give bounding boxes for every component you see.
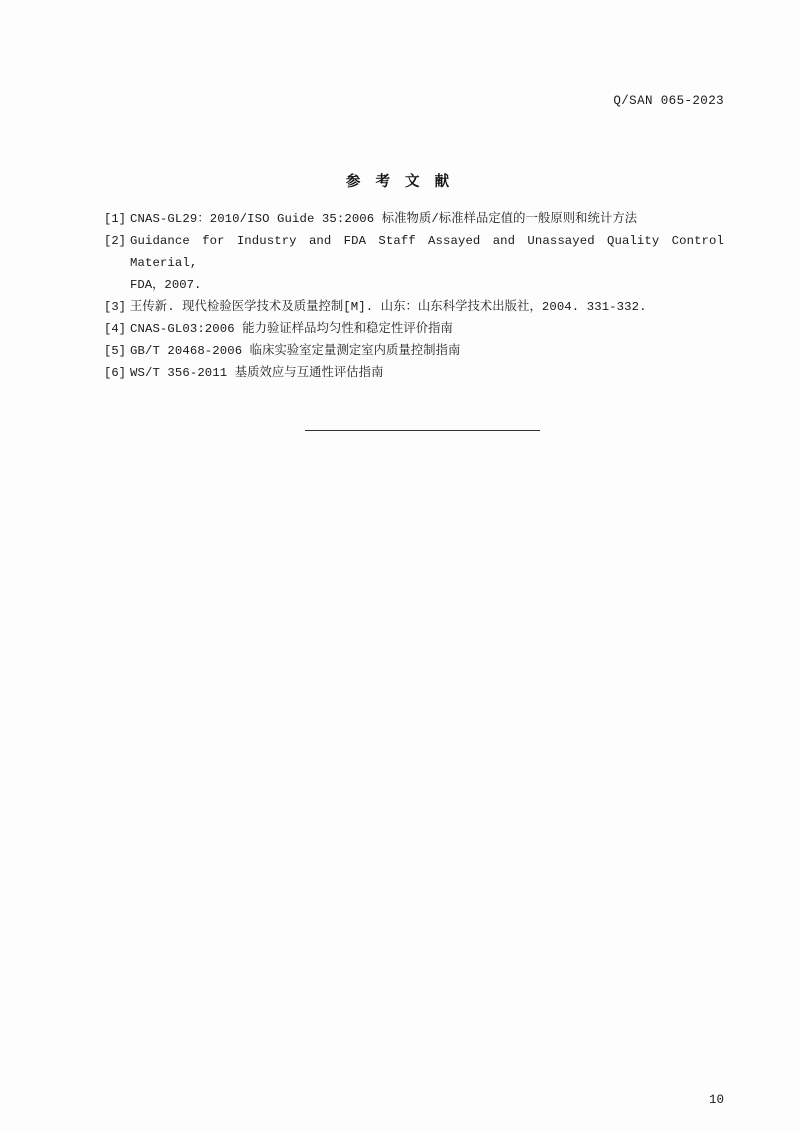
reference-text: GB/T 20468-2006 临床实验室定量测定室内质量控制指南 — [130, 344, 461, 358]
reference-marker: [4] — [104, 322, 126, 336]
reference-text: 王传新. 现代检验医学技术及质量控制[M]. 山东：山东科学技术出版社，2004. 331-332. — [130, 300, 647, 314]
reference-marker: [3] — [104, 300, 126, 314]
reference-text: CNAS-GL03:2006 能力验证样品均匀性和稳定性评价指南 — [130, 322, 453, 336]
reference-text: WS/T 356-2011 基质效应与互通性评估指南 — [130, 366, 384, 380]
reference-list — [104, 208, 724, 384]
list-item — [104, 230, 724, 274]
section-divider — [305, 430, 540, 431]
page-title: 参 考 文 献 — [345, 174, 455, 190]
reference-marker: [1] — [104, 212, 126, 226]
reference-marker: [2] — [104, 234, 126, 248]
list-item — [104, 340, 724, 362]
reference-marker: [6] — [104, 366, 126, 380]
reference-text-continuation: FDA，2007. — [130, 278, 202, 292]
page-header-standard-code: Q/SAN 065-2023 — [613, 94, 724, 108]
reference-text: Guidance for Industry and FDA Staff Assayed and Unassayed Quality Control Material, — [130, 234, 724, 270]
list-item — [104, 208, 724, 230]
page-number: 10 — [708, 1093, 724, 1107]
reference-marker: [5] — [104, 344, 126, 358]
list-item — [104, 318, 724, 340]
reference-text: CNAS-GL29：2010/ISO Guide 35:2006 标准物质/标准样品定值的一般原则和统计方法 — [130, 212, 638, 226]
list-item — [104, 362, 724, 384]
list-item — [104, 296, 724, 318]
